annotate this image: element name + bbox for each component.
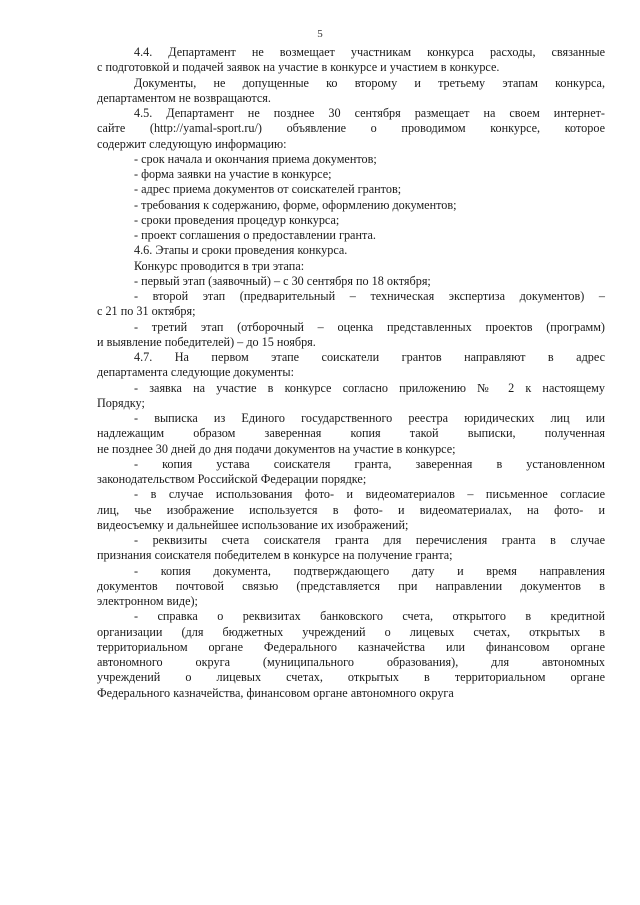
text-line: - сроки проведения процедур конкурса; [134,212,340,227]
text-line: - выписка из Единого государственного реестра юридических лиц или [134,411,605,425]
text-line: Порядку; [97,395,145,410]
paragraph-stage-3 [97,320,605,351]
paragraph-p-docs [97,76,605,107]
text-line: - справка о реквизитах банковского счета, открытого в кредитной [134,609,605,624]
text-line: - адрес приема документов от соискателей грантов; [134,182,402,197]
text-line: учреждений о лицевых счетах, открытых в территориальном органе [97,670,605,685]
text-line: - копия устава соискателя гранта, заверенная в установленном [134,456,605,471]
paragraph-p-4-5 [97,106,605,152]
text-line: - требования к содержанию, форме, оформлению документов; [134,197,457,212]
text-line: документов почтовой связью (представляется при направлении документов в [97,578,605,593]
text-line: 4.7. На первом этапе соискатели грантов направляют в адрес [134,350,605,364]
paragraph-doc-3 [97,457,605,488]
text-line: 4.5. Департамент не позднее 30 сентября размещает на своем интернет- [134,106,605,120]
paragraph-li-4 [97,198,605,213]
text-line: с подготовкой и подачей заявок на участие в конкурсе и участием в конкурсе. [97,60,500,75]
text-line: Федерального казначейства, финансовом органе автономного округа [97,685,454,700]
text-line: содержит следующую информацию: [97,136,287,151]
text-line: 4.6. Этапы и сроки проведения конкурса. [134,243,348,258]
paragraph-doc-1 [97,381,605,412]
text-line: не позднее 30 дней до дня подачи документов на участие в конкурсе; [97,441,456,456]
text-line: лиц, чье изображение используется в фото- и видеоматериалах, на фото- и [97,502,605,517]
text-line: - проект соглашения о предоставлении гранта. [134,228,376,242]
paragraph-doc-6 [97,564,605,610]
text-line: - в случае использования фото- и видеоматериалов – письменное согласие [134,487,605,502]
text-line: автономного округа (муниципального образования), для автономных [97,655,605,669]
text-line: признания соискателя победителем в конкурсе на получение гранта; [97,548,453,563]
text-line: - копия документа, подтверждающего дату и время направления [134,563,605,578]
paragraph-li-5 [97,213,605,228]
paragraph-li-3 [97,182,605,197]
paragraph-p-4-4 [97,45,605,76]
text-line: департаментом не возвращаются. [97,90,271,105]
paragraph-doc-2 [97,411,605,457]
paragraph-p-4-6 [97,243,605,258]
paragraph-doc-7 [97,609,605,701]
paragraph-p-3-stages [97,259,605,274]
text-line: надлежащим образом заверенная копия такой выписки, полученная [97,426,605,441]
paragraph-doc-4 [97,487,605,533]
paragraph-stage-1 [97,274,605,289]
text-line: законодательством Российской Федерации порядке; [97,472,367,486]
document-body [97,45,605,701]
text-line: электронном виде); [97,594,198,608]
text-line: - срок начала и окончания приема документов; [134,151,377,166]
page-number: 5 [317,28,323,40]
text-line: Документы, не допущенные ко второму и третьему этапам конкурса, [134,75,605,90]
text-line: Конкурс проводится в три этапа: [134,258,305,273]
text-line: - форма заявки на участие в конкурсе; [134,167,332,181]
paragraph-li-1 [97,152,605,167]
paragraph-li-6 [97,228,605,243]
text-line: организации (для бюджетных учреждений о лицевых счетах, открытых в [97,624,605,639]
paragraph-p-4-7 [97,350,605,381]
text-line: и выявление победителей) – до 15 ноября. [97,334,316,349]
text-line: департамента следующие документы: [97,365,294,380]
text-line: сайте (http://yamal-sport.ru/) объявление о проводимом конкурсе, которое [97,121,605,136]
text-line: 4.4. Департамент не возмещает участникам конкурса расходы, связанные [134,45,605,59]
paragraph-li-2 [97,167,605,182]
paragraph-stage-2 [97,289,605,320]
text-line: территориальном органе Федерального казначейства или финансовом органе [97,639,605,654]
text-line: видеосъемку и дальнейшее использование их изображений; [97,517,409,532]
text-line: с 21 по 31 октября; [97,304,196,319]
text-line: - первый этап (заявочный) – с 30 сентября по 18 октября; [134,273,431,288]
paragraph-doc-5 [97,533,605,564]
text-line: - третий этап (отборочный – оценка представленных проектов (программ) [134,319,605,334]
text-line: - заявка на участие в конкурсе согласно приложению № 2 к настоящему [134,380,605,395]
text-line: - реквизиты счета соискателя гранта для перечисления гранта в случае [134,533,605,547]
text-line: - второй этап (предварительный – техническая экспертиза документов) – [134,289,605,303]
